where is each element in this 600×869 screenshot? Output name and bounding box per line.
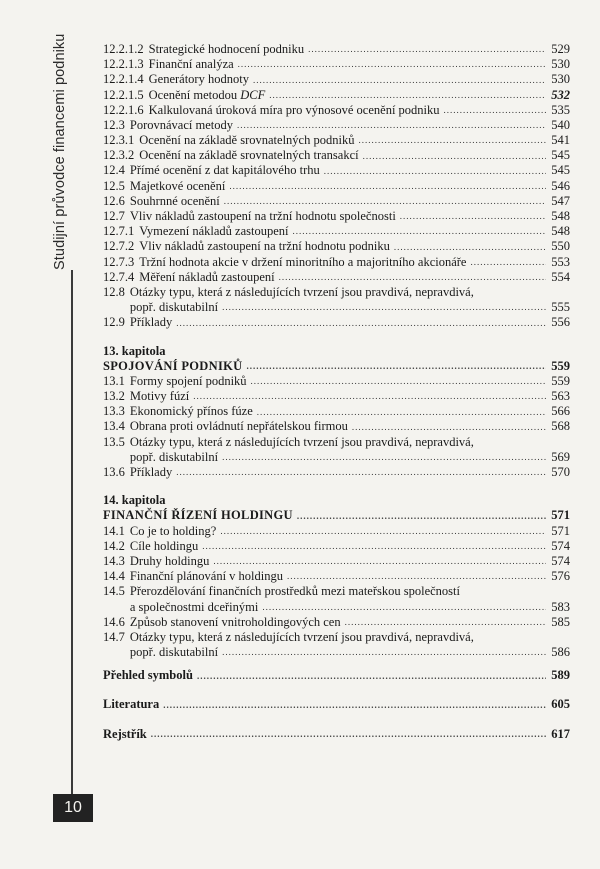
- toc-entry[interactable]: 12.2.1.2 Strategické hodnocení podniku ..... 529: [103, 42, 570, 57]
- toc-entry[interactable]: 14.5 Přerozdělování finančních prostředků mezi mateřskou společností a společnostmi dceřinými ..... 583: [103, 584, 570, 614]
- toc-entry[interactable]: 13.6 Příklady ..... 570: [103, 465, 570, 480]
- toc-entry[interactable]: 14.6 Způsob stanovení vnitroholdingových cen ..... 585: [103, 615, 570, 630]
- toc-entry[interactable]: 12.7.1 Vymezení nákladů zastoupení ..... 548: [103, 224, 570, 239]
- page-number: 10: [53, 794, 93, 822]
- toc-entry[interactable]: 12.2.1.6 Kalkulovaná úroková míra pro výnosové ocenění podniku ..... 535: [103, 103, 570, 118]
- toc-index[interactable]: Rejstřík ..... 617: [103, 727, 570, 742]
- toc-entry[interactable]: 14.4 Finanční plánování v holdingu ..... 576: [103, 569, 570, 584]
- toc-entry[interactable]: 12.7.3 Tržní hodnota akcie v držení minoritního a majoritního akcionáře ..... 553: [103, 255, 570, 270]
- toc-entry[interactable]: 12.3 Porovnávací metody ..... 540: [103, 118, 570, 133]
- toc-entry[interactable]: 12.8 Otázky typu, která z následujících tvrzení jsou pravdivá, nepravdivá, popř. diskutabilní ..... 555: [103, 285, 570, 315]
- toc-entry[interactable]: 14.3 Druhy holdingu ..... 574: [103, 554, 570, 569]
- chapter-title[interactable]: FINANČNÍ ŘÍZENÍ HOLDINGU ..... 571: [103, 508, 570, 523]
- table-of-contents: [103, 42, 570, 742]
- toc-symbols[interactable]: Přehled symbolů ..... 589: [103, 668, 570, 683]
- toc-entry[interactable]: 13.1 Formy spojení podniků ..... 559: [103, 374, 570, 389]
- toc-literature[interactable]: Literatura ..... 605: [103, 698, 570, 713]
- toc-entry[interactable]: 12.2.1.3 Finanční analýza ..... 530: [103, 57, 570, 72]
- toc-entry[interactable]: 13.4 Obrana proti ovládnutí nepřátelskou firmou ..... 568: [103, 420, 570, 435]
- toc-entry[interactable]: 12.7 Vliv nákladů zastoupení na tržní hodnotu společnosti ..... 548: [103, 209, 570, 224]
- toc-entry[interactable]: 14.2 Cíle holdingu ..... 574: [103, 539, 570, 554]
- chapter-label: 14. kapitola: [103, 493, 166, 508]
- toc-entry[interactable]: 14.1 Co je to holding? ..... 571: [103, 524, 570, 539]
- toc-entry[interactable]: 12.9 Příklady ..... 556: [103, 315, 570, 330]
- toc-entry[interactable]: 12.7.2 Vliv nákladů zastoupení na tržní hodnotu podniku ..... 550: [103, 239, 570, 254]
- toc-entry[interactable]: 12.4 Přímé ocenění z dat kapitálového trhu ..... 545: [103, 164, 570, 179]
- toc-entry[interactable]: 12.2.1.5 Ocenění metodou DCF ..... 532: [103, 88, 570, 103]
- toc-entry[interactable]: 12.5 Majetkové ocenění ..... 546: [103, 179, 570, 194]
- chapter-title[interactable]: SPOJOVÁNÍ PODNIKŮ ..... 559: [103, 359, 570, 374]
- toc-entry[interactable]: 12.3.2 Ocenění na základě srovnatelných transakcí ..... 545: [103, 148, 570, 163]
- toc-entry[interactable]: 14.7 Otázky typu, která z následujících tvrzení jsou pravdivá, nepravdivá, popř. diskutabilní ..... 586: [103, 630, 570, 660]
- toc-entry[interactable]: 12.6 Souhrnné ocenění ..... 547: [103, 194, 570, 209]
- toc-entry[interactable]: 13.2 Motivy fúzí ..... 563: [103, 389, 570, 404]
- chapter-label: 13. kapitola: [103, 343, 166, 358]
- toc-entry[interactable]: 13.3 Ekonomický přínos fúze ..... 566: [103, 404, 570, 419]
- toc-entry[interactable]: 12.2.1.4 Generátory hodnoty ..... 530: [103, 72, 570, 87]
- toc-entry[interactable]: 13.5 Otázky typu, která z následujících tvrzení jsou pravdivá, nepravdivá, popř. diskutabilní ..... 569: [103, 435, 570, 465]
- toc-entry[interactable]: 12.3.1 Ocenění na základě srovnatelných podniků ..... 541: [103, 133, 570, 148]
- book-title-vertical: Studijní průvodce financemi podniku: [52, 33, 68, 270]
- toc-entry[interactable]: 12.7.4 Měření nákladů zastoupení ..... 554: [103, 270, 570, 285]
- side-rule: [71, 270, 73, 800]
